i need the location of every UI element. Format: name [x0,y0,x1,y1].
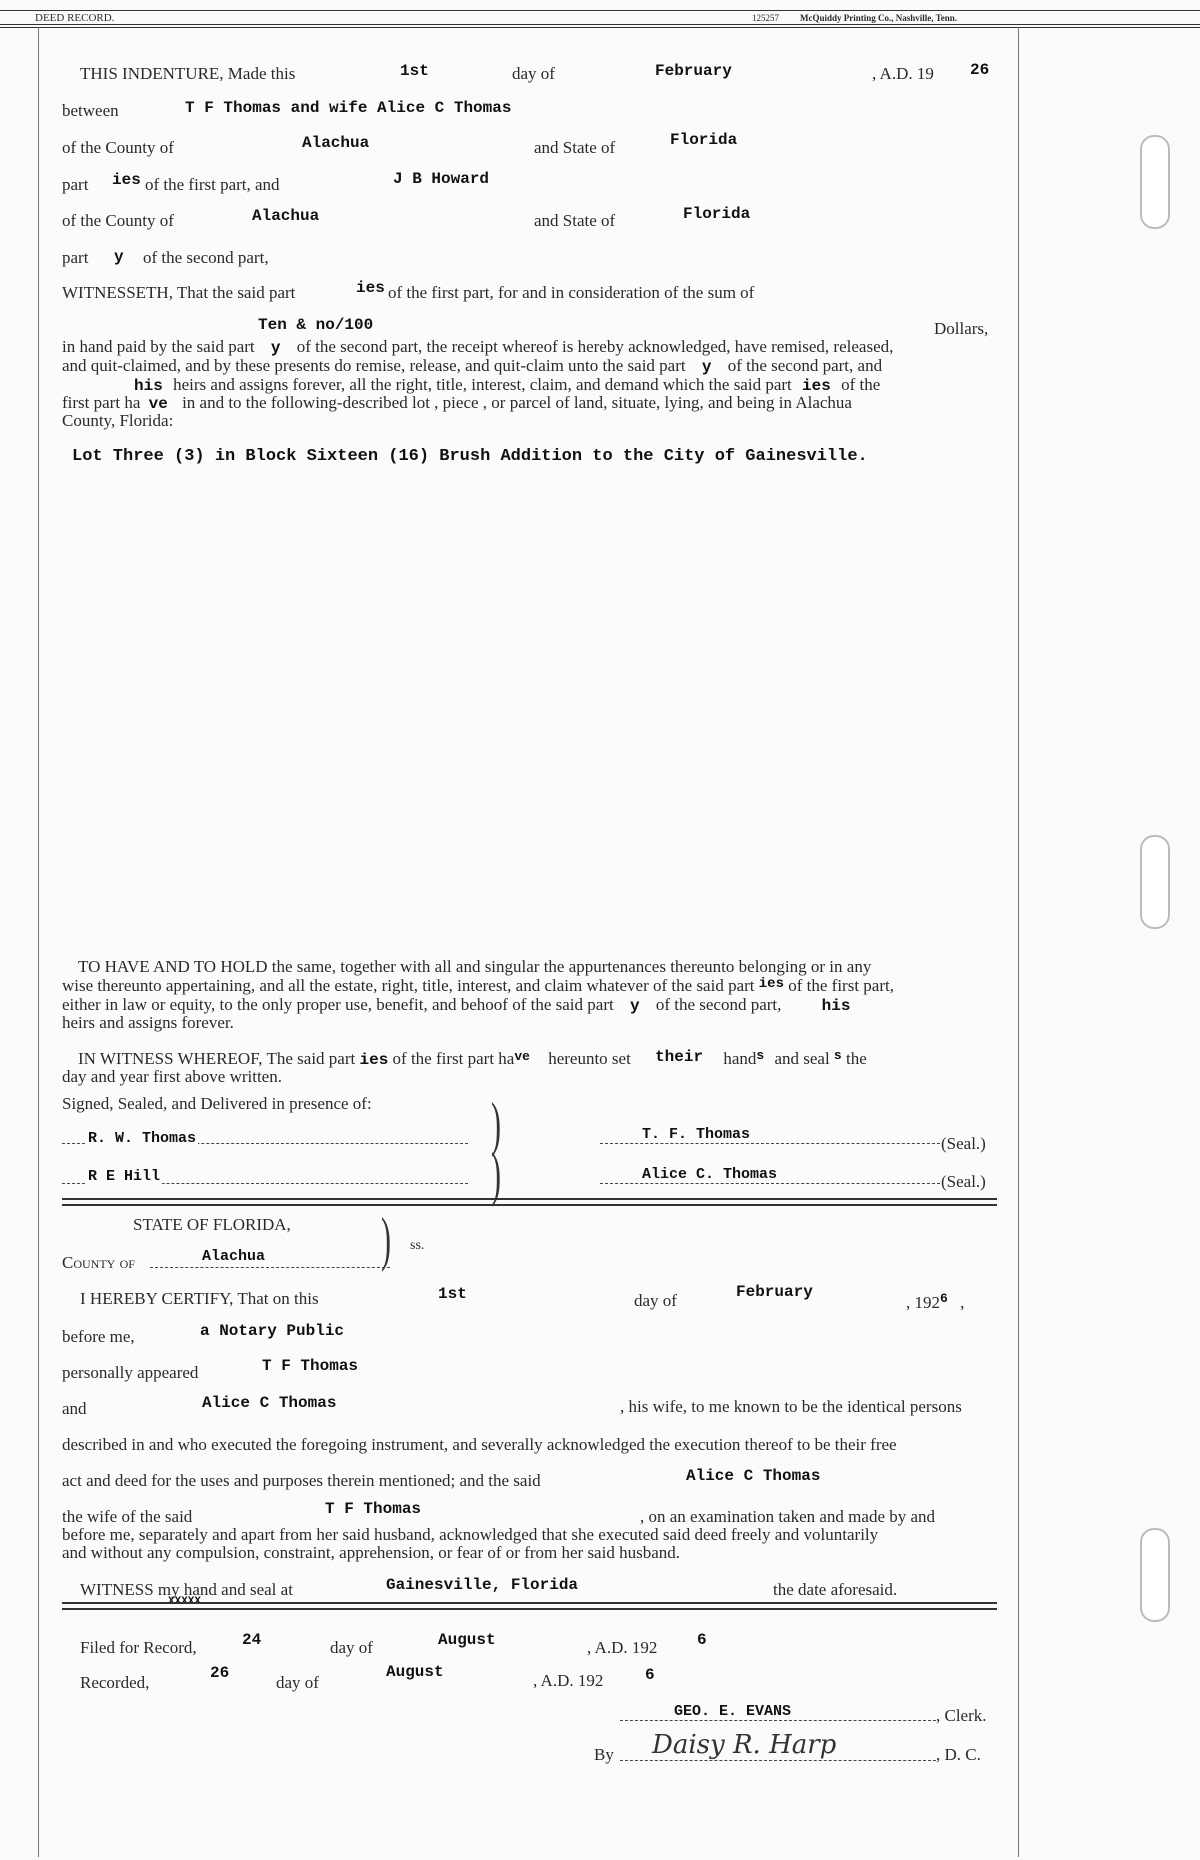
by-label: By [594,1745,614,1764]
header-rule-double [0,27,1200,28]
clerk-label: , Clerk. [936,1706,987,1725]
consideration-sum: Ten & no/100 [258,316,374,334]
witnesseth-suffix: ies [356,279,385,297]
consid-line4: first part ha ve in and to the following-described lot , piece , or parcel of land, situate, lying, and being in Alachua [62,393,852,413]
seal-label-1: (Seal.) [941,1134,986,1153]
filed-day: 24 [242,1631,262,1649]
ack-husband: T F Thomas [262,1357,359,1375]
section-divider-2 [62,1602,997,1610]
consid-line5: County, Florida: [62,411,174,430]
ack-said-wife: Alice C Thomas [686,1467,821,1485]
first-part-text: of the first part, and [145,175,280,194]
deed-month: February [655,62,732,80]
recorded-year: 6 [645,1666,655,1684]
habendum-line4: heirs and assigns forever. [62,1013,234,1032]
signature-brace: ) [490,1091,501,1157]
legal-description: Lot Three (3) in Block Sixteen (16) Brush Addition to the City of Gainesville. [72,447,868,466]
second-part-suffix: y [114,248,124,266]
habendum-line1: TO HAVE AND TO HOLD the same, together with all and singular the appurtenances thereunto belonging or in any [78,957,872,976]
section-divider-1 [62,1198,997,1206]
seal-label-2: (Seal.) [941,1172,986,1191]
witnesseth-a: WITNESSETH, That the said part [62,283,296,302]
recorded-ad: , A.D. 192 [533,1671,604,1690]
first-state: Florida [670,131,738,149]
day-of-label: day of [512,64,555,83]
dc-label: , D. C. [936,1745,981,1764]
ack-month: February [736,1283,813,1301]
recorded-label: Recorded, [80,1673,150,1692]
ack-day-of: day of [634,1291,677,1310]
clerk-line [620,1720,936,1721]
second-part-text: of the second part, [143,248,269,267]
ack-state: STATE OF FLORIDA, [133,1215,291,1234]
habendum-line2: wise thereunto appertaining, and all the estate, right, title, interest, and claim whatever of the said part $^{ies}$ of the first part, [62,976,894,995]
state-label-1: and State of [534,138,616,157]
ack-said-husband: T F Thomas [325,1500,422,1518]
ack-before2: before me, separately and apart from her said husband, acknowledged that she executed said deed freely and voluntarily [62,1525,879,1544]
consid-line1: in hand paid by the said part y of the second part, the receipt whereof is hereby acknowledged, have remised, released, [62,337,894,357]
header-printer: McQuiddy Printing Co., Nashville, Tenn. [800,13,958,23]
consid-line2: and quit-claimed, and by these presents do remise, release, and quit-claim unto the said part y of the second part, and [62,356,883,376]
first-county: Alachua [302,134,370,152]
binder-hole-top [1140,135,1170,229]
binder-hole-bottom [1140,1528,1170,1622]
recorded-month: August [386,1663,444,1681]
grantor-signature-1: T. F. Thomas [642,1126,751,1143]
header-number: 125257 [752,13,779,23]
first-party: T F Thomas and wife Alice C Thomas [185,99,512,117]
part-label-1: part [62,175,89,194]
deed-year: 26 [970,61,990,79]
ack-struck-text: XXXXX [168,1596,202,1608]
header-rule-bottom [0,24,1200,25]
dollars-label: Dollars, [934,319,989,338]
ack-county: Alachua [202,1248,266,1265]
ack-date-aforesaid: the date aforesaid. [773,1580,898,1599]
consid-line3: his heirs and assigns forever, all the right, title, interest, claim, and demand which the said part ies of the [134,375,881,395]
clerk-name: GEO. E. EVANS [674,1703,792,1720]
filed-ad: , A.D. 192 [587,1638,658,1657]
state-label-2: and State of [534,211,616,230]
ack-described: described in and who executed the foregoing instrument, and severally acknowledged the execution thereof to be their free [62,1435,897,1454]
first-part-suffix: ies [112,171,141,189]
second-party: J B Howard [393,170,490,188]
in-witness-line1: IN WITNESS WHEREOF, The said part ies of the first part $ha^{ve}$ hereunto set their hand$^s$ and seal $^s$ the [78,1048,867,1069]
second-state: Florida [683,205,751,223]
ack-certify: I HEREBY CERTIFY, That on this [80,1289,319,1308]
filed-day-of: day of [330,1638,373,1657]
deputy-signature: Daisy R. Harp [652,1730,837,1760]
ack-without: and without any compulsion, constraint, apprehension, or fear of or from her said husband. [62,1543,680,1562]
ack-county-label: County of [62,1253,135,1272]
ack-wife: Alice C Thomas [202,1394,337,1412]
left-margin-rule [38,27,39,1857]
header-rule-top [0,10,1200,11]
deputy-line [620,1760,936,1761]
signed-label: Signed, Sealed, and Delivered in presence of: [62,1094,372,1113]
ack-wife-of: the wife of the said [62,1507,193,1526]
between-label: between [62,101,119,120]
witness-signature-2: R E Hill [88,1168,161,1185]
recorded-day-of: day of [276,1673,319,1692]
ack-his-wife: , his wife, to me known to be the identical persons [620,1397,962,1416]
filed-month: August [438,1631,496,1649]
signature-brace-lower: ) [490,1141,501,1207]
ack-brace: ) [380,1206,391,1272]
in-witness-line2: day and year first above written. [62,1067,282,1086]
grantor-line-2 [600,1183,940,1184]
right-margin-rule [1018,27,1019,1857]
filed-year: 6 [697,1631,707,1649]
witnesseth-b: of the first part, for and in consideration of the sum of [388,283,755,302]
part-label-2: part [62,248,89,267]
county-label-2: of the County of [62,211,174,230]
ack-witness-label: WITNESS my hand and seal at [80,1580,293,1599]
ack-year: , $192^6$ , [906,1291,965,1312]
header-title: DEED RECORD. [35,12,115,24]
grantor-line-1 [600,1143,940,1144]
recorded-day: 26 [210,1664,230,1682]
binder-hole-middle [1140,835,1170,929]
ack-exam: , on an examination taken and made by and [640,1507,936,1526]
habendum-line3: either in law or equity, to the only proper use, benefit, and behoof of the said part y of the second part, his [62,995,851,1015]
ack-county-line [150,1267,390,1268]
ack-and: and [62,1399,87,1418]
deed-day: 1st [400,62,429,80]
ack-officer: a Notary Public [200,1322,345,1340]
filed-label: Filed for Record, [80,1638,197,1657]
ack-personally: personally appeared [62,1363,199,1382]
grantor-signature-2: Alice C. Thomas [642,1166,778,1183]
county-label-1: of the County of [62,138,174,157]
intro-text: THIS INDENTURE, Made this [80,64,296,83]
ack-place: Gainesville, Florida [386,1576,579,1594]
second-county: Alachua [252,207,320,225]
ack-act: act and deed for the uses and purposes therein mentioned; and the said [62,1471,541,1490]
ack-ss: ss. [410,1238,425,1253]
ack-before-me: before me, [62,1327,135,1346]
ack-day: 1st [438,1285,467,1303]
witness-signature-1: R. W. Thomas [88,1130,197,1147]
ad-label: , A.D. 19 [872,64,934,83]
